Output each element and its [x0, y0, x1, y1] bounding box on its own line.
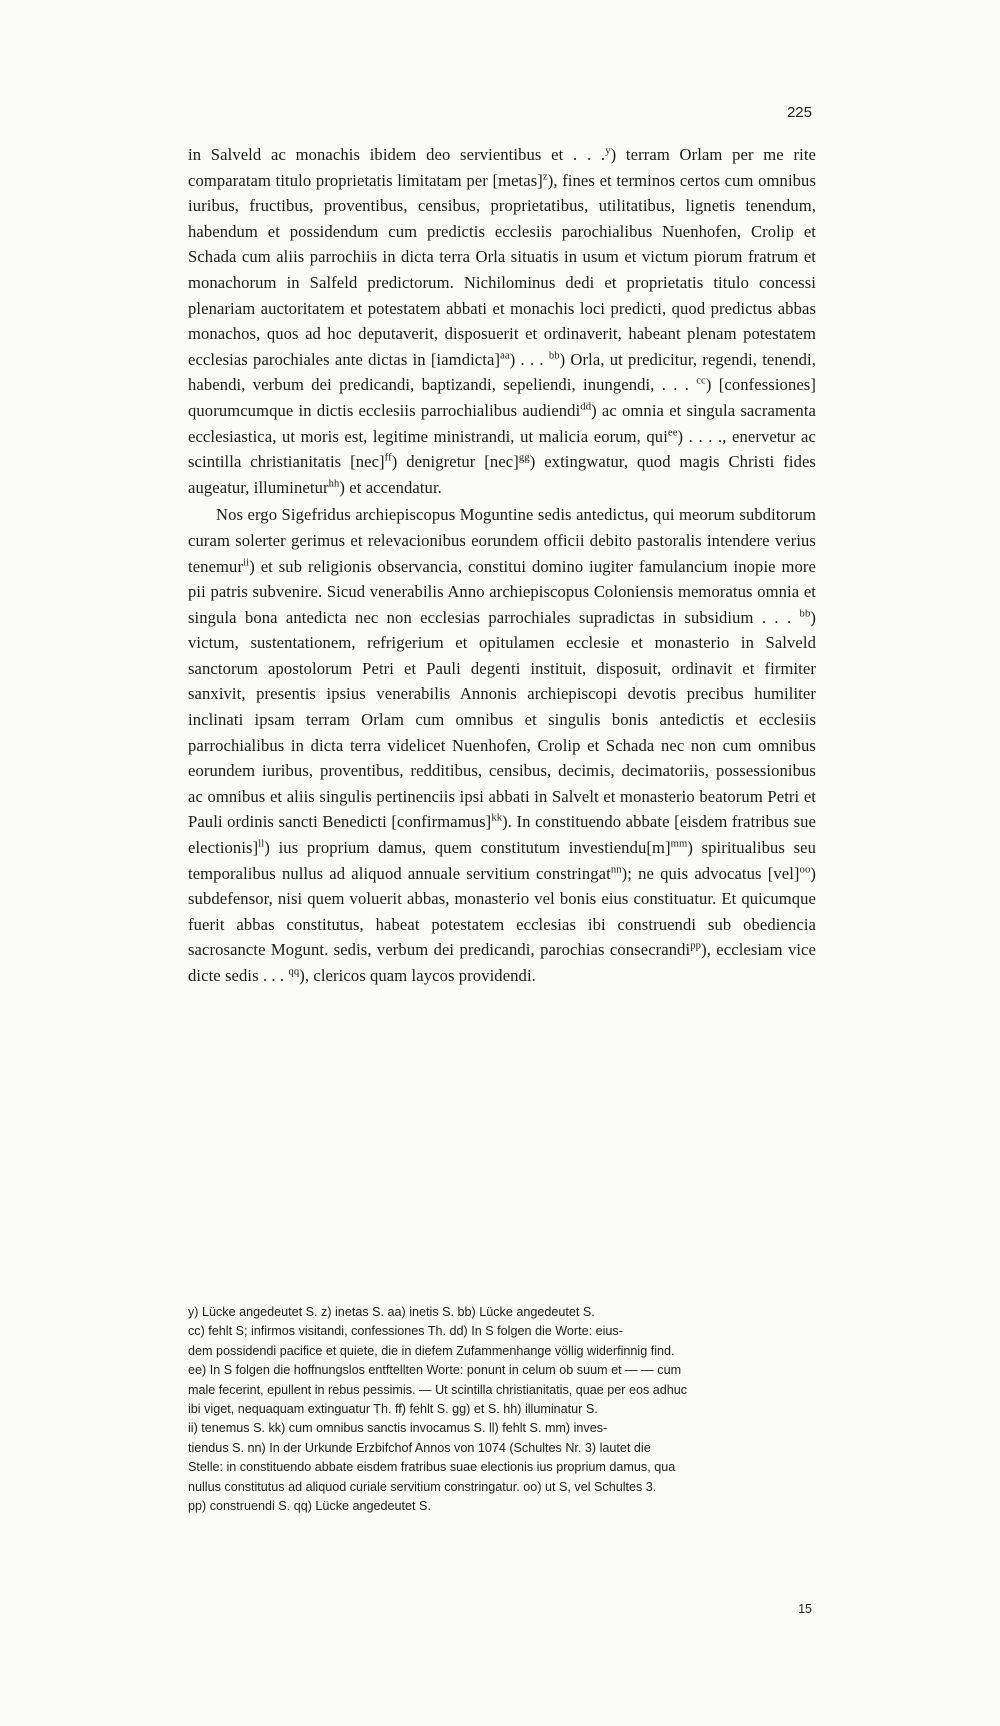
- footnote-line: pp) construendi S. qq) Lücke angedeutet S.: [188, 1499, 431, 1514]
- page-number: 225: [786, 104, 812, 121]
- footnote-marker: qq: [288, 966, 300, 978]
- footnote-marker: mm: [670, 838, 688, 850]
- footnote-marker: hh: [328, 478, 340, 490]
- footnote-line: y) Lücke angedeutet S. z) inetas S. aa) inetis S. bb) Lücke angedeutet S.: [188, 1305, 595, 1319]
- footnotes-block: [188, 1303, 820, 1516]
- footnote-marker: ll: [258, 838, 265, 850]
- footnote-lines: [188, 1303, 820, 1516]
- footnote-marker: ee: [667, 427, 678, 438]
- footnote-line: ibi viget, nequaquam extinguatur Th. ff) fehlt S. gg) et S. hh) illuminatur S.: [188, 1402, 598, 1417]
- footnote-line: nullus constitutus ad aliquod curiale servitium constringatur. oo) ut S, vel Schultes 3.: [188, 1479, 657, 1494]
- paragraph-1: in Salveld ac monachis ibidem deo servientibus et . . .$^y$) terram Orlam per me rite comparatam titulo proprietatis limitatam per [metas]$^z$), fines et terminos certos cum omnibus iuribus, fructibus, proventibus, censibus, proprietatibus, utilitatibus, lignetis tenendum, habendum et possidendum cum predictis ecclesiis parochialibus Nuenhofen, Crolip et Schada cum aliis parrochiis in dicta terra Orla situatis in usum et victum piorum fratrum et monachorum in Salfeld predictorum. Nichilominus dedi et proprietatis titulo concessi plenariam auctoritatem et potestatem abbati et monachis loci predicti, quod predictus abbas monachos, quos ad hoc deputaverit, disposuerit et ordinaverit, habeant plenam potestatem ecclesias parochiales ante dictas in [iamdicta]$^{aa}$) . . . $^{bb}$) Orla, ut predicitur, regendi, tenendi, habendi, verbum dei predicandi, baptizandi, sepeliendi, inungendi, . . . $^{cc}$) [confessiones] quorumcumque in dictis ecclesiis parrochialibus audiendi$^{dd}$) ac omnia et singula sacramenta ecclesiastica, ut moris est, legitime ministrandi, ut malicia eorum, qui$^{ee}$) . . . ., enervetur ac scintilla christianitatis [nec]$^{ff}$) denigretur [nec]$^{gg}$) extingwatur, quod magis Christi fides augeatur, illuminetur$^{hh}$) et accendatur.: [188, 145, 817, 497]
- footnote-marker: cc: [696, 375, 706, 387]
- footnote-marker: dd: [580, 401, 592, 413]
- footnote-line: ee) In S folgen die hoffnungslos entftellten Worte: ponunt in celum ob suum et — — cum: [188, 1363, 682, 1378]
- footnote-marker: gg: [518, 452, 530, 464]
- footnote-marker: pp: [690, 940, 702, 952]
- signature-mark: 15: [798, 1602, 812, 1616]
- footnote-line: ii) tenemus S. kk) cum omnibus sanctis invocamus S. ll) fehlt S. mm) inves-: [188, 1421, 608, 1436]
- footnote-marker: ff: [384, 452, 392, 464]
- footnote-marker: oo: [799, 864, 811, 876]
- footnote-line: dem possidendi pacifice et quiete, die in diefem Zufammenhange völlig widerfinnig find.: [188, 1343, 675, 1358]
- footnote-marker: bb: [548, 350, 560, 362]
- footnote-marker: aa: [500, 350, 510, 362]
- footnote-marker: kk: [491, 812, 503, 824]
- footnote-line: Stelle: in constituendo abbate eisdem fratribus suae electionis ius proprium damus, qua: [188, 1460, 676, 1475]
- paragraph-2: Nos ergo Sigefridus archiepiscopus Moguntine sedis antedictus, qui meorum subditorum curam solerter gerimus et relevacionibus eorundem officii debito pastoralis intendere verius tenemur$^{ii}$) et sub religionis observancia, constitui domino iugiter famulancium inopie more pii patris subvenire. Sicud venerabilis Anno archiepiscopus Coloniensis memoratus omnia et singula bona antedicta nec non ecclesias parrochiales supradictas in subsidium . . . $^{bb}$) victum, sustentationem, refrigerium et opitulamen ecclesie et monasterio in Salveld sanctorum apostolorum Petri et Pauli degenti instituit, disposuit, ordinavit et firmiter sanxivit, presentis ipsius venerabilis Annonis archiepiscopi devotis precibus humiliter inclinati ipsam terram Orlam cum omnibus et singulis bonis antedictis et ecclesiis parrochialibus in dicta terra videlicet Nuenhofen, Crolip et Schada nec non cum omnibus eorundem iuribus, proventibus, redditibus, censibus, decimis, decimatoriis, possessionibus ac omnibus et aliis singulis pertinenciis ipsi abbati in Salvelt et monasterio beatorum Petri et Pauli ordinis sancti Benedicti [confirmamus]$^{kk}$). In constituendo abbate [eisdem fratribus sue electionis]$^{ll}$) ius proprium damus, quem constitutum $investiendu[m]^{mm}$) spiritualibus seu temporalibus nullus ad aliquod annuale servitium constringat$^{nn}$); ne quis advocatus [vel]$^{oo}$) subdefensor, nisi quem voluerit abbas, monasterio vel bonis eius constituatur. Et quicumque fuerit abbas constitutus, habeat potestatem ecclesias ibi construendi sub obediencia sacrosancte Mogunt. sedis, verbum dei predicandi, parochias consecrandi$^{pp}$), ecclesiam vice dicte sedis . . . $^{qq}$), clericos quam laycos providendi.: [188, 505, 816, 985]
- footnote-line: cc) fehlt S; infirmos visitandi, confessiones Th. dd) In S folgen die Worte: eius-: [188, 1324, 623, 1339]
- footnote-line: male fecerint, epullent in rebus pessimis. — Ut scintilla christianitatis, quae per eos adhuc: [188, 1382, 688, 1397]
- footnote-marker: ii: [243, 556, 250, 568]
- footnote-marker: z: [542, 171, 548, 183]
- footnote-marker: bb: [799, 608, 811, 620]
- main-text-block: [188, 142, 816, 989]
- footnote-marker: nn: [610, 864, 622, 876]
- footnote-line: tiendus S. nn) In der Urkunde Erzbifchof Annos von 1074 (Schultes Nr. 3) lautet die: [188, 1440, 651, 1455]
- footnote-marker: y: [605, 145, 611, 157]
